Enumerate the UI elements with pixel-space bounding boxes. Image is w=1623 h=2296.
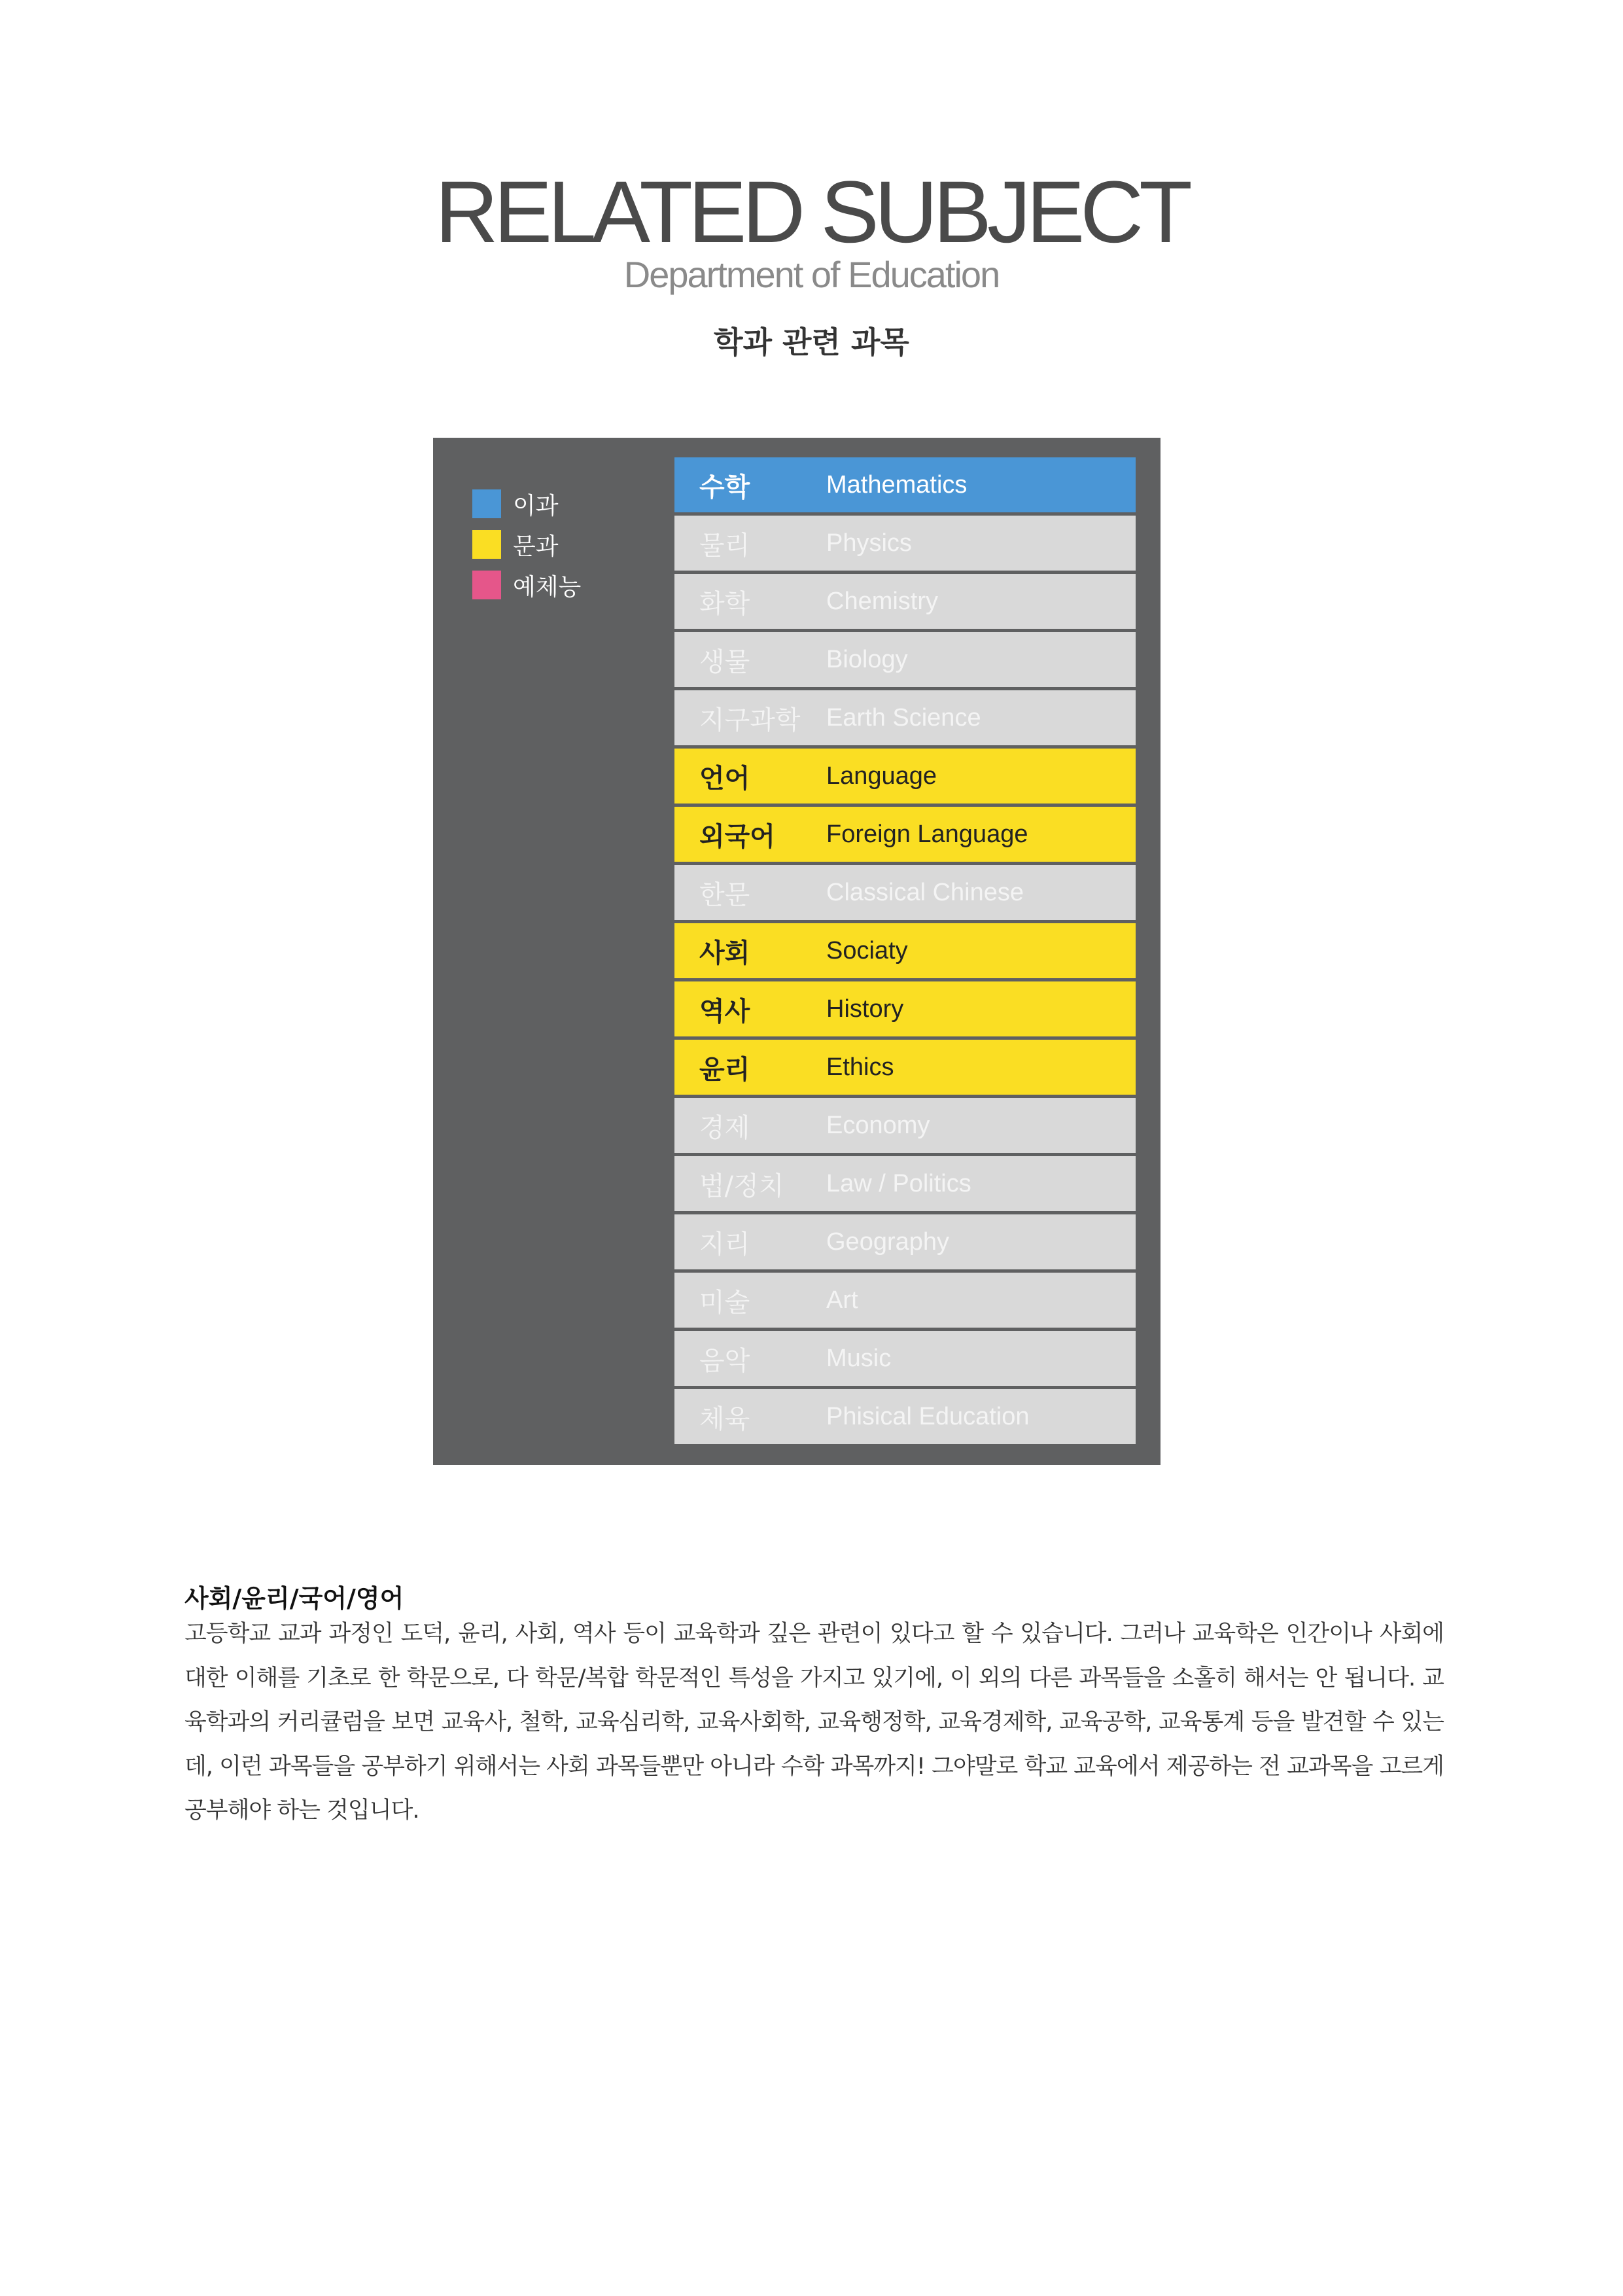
- subject-row-earth-science: [674, 690, 1136, 745]
- legend: [472, 484, 581, 605]
- legend-label: 예체능: [513, 573, 582, 601]
- subject-ko: 지구과학: [699, 705, 801, 735]
- subject-en: Physics: [826, 529, 912, 557]
- page-title: RELATED SUBJECT: [435, 164, 1188, 261]
- subject-ko: 물리: [699, 530, 750, 561]
- subject-ko: 수학: [699, 472, 750, 503]
- legend-item-science: [472, 484, 581, 524]
- subject-en: Geography: [826, 1227, 950, 1256]
- subject-en: Classical Chinese: [826, 878, 1024, 906]
- subject-ko: 화학: [699, 588, 750, 619]
- section-body: 고등학교 교과 과정인 도덕, 윤리, 사회, 역사 등이 교육학과 깊은 관련이 있다고 할 수 있습니다. 그러나 교육학은 인간이나 사회에 대한 이해를 기초로 한 학문으로, 다 학문/복합 학문적인 특성을 가지고 있기에, 이 외의 다른 과목들을 소홀히 해서는 안 됩니다. 교육학과의 커리큘럼을 보면 교육사, 철학, 교육심리학, 교육사회학, 교육행정학, 교육경제학, 교육공학, 교육통계 등을 발견할 수 있는데, 이런 과목들을 공부하기 위해서는 사회 과목들뿐만 아니라 수학 과목까지! 그야말로 학교 교육에서 제공하는 전 교과목을 고르게 공부해야 하는 것입니다.: [184, 1621, 1444, 1824]
- legend-item-arts-athletics: [472, 565, 581, 605]
- legend-label: 이과: [513, 492, 559, 520]
- subject-ko: 언어: [699, 763, 750, 794]
- subject-en: Biology: [826, 645, 908, 673]
- korean-heading: 학과 관련 과목: [714, 325, 909, 360]
- subject-en: History: [826, 995, 904, 1023]
- subject-ko: 체육: [699, 1404, 750, 1434]
- subject-panel: [433, 438, 1161, 1465]
- subject-ko: 음악: [699, 1345, 750, 1376]
- subject-row-economy: [674, 1098, 1136, 1153]
- subject-en: Mathematics: [826, 470, 968, 499]
- legend-label: 문과: [513, 533, 559, 560]
- subject-ko: 외국어: [699, 821, 775, 852]
- subject-row-geography: [674, 1214, 1136, 1269]
- section-title: 사회/윤리/국어/영어: [184, 1584, 404, 1613]
- subject-row-physics: [674, 516, 1136, 571]
- subject-en: Earth Science: [826, 703, 981, 732]
- subject-row-physical-education: [674, 1389, 1136, 1444]
- subject-en: Phisical Education: [826, 1402, 1030, 1430]
- subject-row-ethics: [674, 1040, 1136, 1095]
- subject-ko: 미술: [699, 1287, 750, 1318]
- subject-row-mathematics: [674, 457, 1136, 512]
- legend-item-liberal-arts: [472, 524, 581, 565]
- legend-swatch-liberal-arts: [472, 530, 501, 559]
- subject-ko: 윤리: [699, 1054, 750, 1085]
- subject-en: Ethics: [826, 1053, 894, 1081]
- subject-row-history: [674, 981, 1136, 1036]
- subject-en: Art: [826, 1286, 858, 1314]
- subject-row-music: [674, 1331, 1136, 1386]
- subject-ko: 역사: [699, 996, 750, 1027]
- subject-en: Music: [826, 1344, 892, 1372]
- legend-swatch-arts-athletics: [472, 571, 501, 599]
- subject-row-language: [674, 749, 1136, 804]
- subject-row-biology: [674, 632, 1136, 687]
- subject-row-foreign-language: [674, 807, 1136, 862]
- page-subtitle: Department of Education: [623, 254, 1000, 295]
- subject-en: Law / Politics: [826, 1169, 971, 1197]
- subject-en: Language: [826, 762, 937, 790]
- subject-ko: 한문: [699, 879, 750, 910]
- subject-row-chemistry: [674, 574, 1136, 629]
- subject-en: Economy: [826, 1111, 930, 1139]
- subject-en: Chemistry: [826, 587, 939, 615]
- subject-row-society: [674, 923, 1136, 978]
- subject-ko: 사회: [699, 938, 750, 968]
- subject-ko: 지리: [699, 1229, 750, 1260]
- legend-swatch-science: [472, 489, 501, 518]
- subject-row-classical-chinese: [674, 865, 1136, 920]
- subject-list: [674, 457, 1136, 1447]
- subject-en: Foreign Language: [826, 820, 1028, 848]
- subject-en: Sociaty: [826, 936, 908, 964]
- subject-ko: 경제: [699, 1112, 750, 1143]
- subject-row-art: [674, 1273, 1136, 1328]
- subject-ko: 생물: [699, 646, 750, 677]
- subject-row-law-politics: [674, 1156, 1136, 1211]
- subject-ko: 법/정치: [699, 1171, 784, 1201]
